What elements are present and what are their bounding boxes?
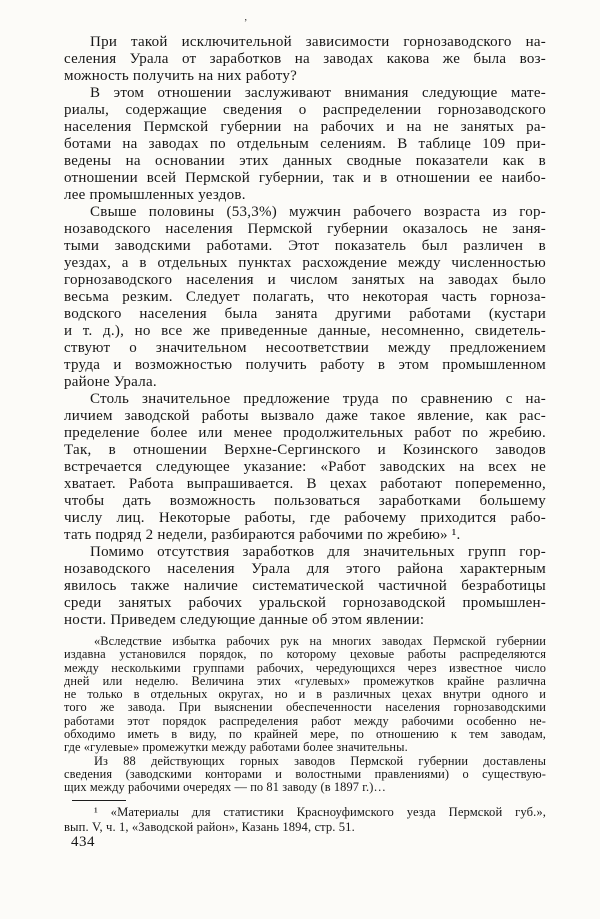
text-line: Помимо отсутствия заработков для значительных групп гор- <box>90 544 546 560</box>
text-line: весьма резким. Следует полагать, что некоторая часть горноза- <box>64 289 546 305</box>
text-line: работами этот порядок распределения работ между рабочими особенно не- <box>64 713 546 728</box>
quote-paragraph <box>64 755 546 795</box>
text-line: лее промышленных уездов. <box>64 187 246 203</box>
scan-artifact: ’ <box>244 18 248 29</box>
text-line: пределение более или менее продолжительных работ по жребию. <box>64 425 546 441</box>
text-line: тыми заводскими работами. Этот показатель был различен в <box>64 238 546 254</box>
text-line: нозаводского населения Пермской губернии оказалось не заня- <box>64 221 546 237</box>
text-line: отношении всей Пермской губернии, так и в отношении ее наибо- <box>64 170 546 186</box>
text-line: Столь значительное предложение труда по сравнению с на- <box>90 391 546 407</box>
text-line: встречается следующее указание: «Работ заводских на всех не <box>64 459 546 475</box>
text-line: обходимо иметь в виду, по крайней мере, по отношению к тем заводам, <box>64 727 546 742</box>
text-line: районе Урала. <box>64 374 157 390</box>
body-text <box>64 34 546 629</box>
text-line: риалы, содержащие сведения о распределении горнозаводского <box>64 102 546 118</box>
quote-paragraph <box>64 635 546 755</box>
text-line: селения Урала от заработков на заводах какова же была воз- <box>64 51 546 67</box>
text-line: где «гулевые» промежутки между работами более значительны. <box>64 740 408 755</box>
text-line: издавна установился порядок, по которому цеховые работы распределяются <box>64 647 546 662</box>
text-line: не только в отдельных округах, но и в различных цехах внутри одного и <box>64 687 546 702</box>
page-content <box>64 34 546 835</box>
text-line: среди занятых рабочих уральской горнозаводской промышлен- <box>64 595 546 611</box>
text-line: тать подряд 2 недели, разбираются рабочими по жребию» ¹. <box>64 527 461 543</box>
text-line: В этом отношении заслуживают внимания следующие мате- <box>90 85 546 101</box>
paragraph <box>64 85 546 204</box>
text-line: числу лиц. Некоторые работы, где рабочему приходится рабо- <box>64 510 546 526</box>
footnote <box>64 805 546 835</box>
text-line: дней или неделю. Величина этих «гулевых» промежутков крайне различна <box>64 673 546 688</box>
text-line: явилось также наличие систематической частичной безработицы <box>64 578 546 594</box>
text-line: ведены на основании этих данных сводные показатели как в <box>64 153 546 169</box>
text-line: населения Пермской губернии на рабочих и на не занятых ра- <box>64 119 546 135</box>
text-line: горнозаводского населения и числом занятых на заводах было <box>64 272 546 288</box>
paragraph <box>64 34 546 85</box>
text-line: Из 88 действующих горных заводов Пермской губернии доставлены <box>94 753 546 768</box>
text-line: ствуют о значительном несоответствии между предложением <box>64 340 546 356</box>
text-line: ботами на заводах по отдельным селениям. В таблице 109 при- <box>64 136 546 152</box>
text-line: труда и возможностью получить работу в этом промышленном <box>64 357 546 373</box>
text-line: «Вследствие избытка рабочих рук на многих заводах Пермской губернии <box>94 634 546 648</box>
paragraph <box>64 391 546 544</box>
text-line: нозаводского населения Урала для этого района характерным <box>64 561 546 577</box>
quote-block <box>64 635 546 795</box>
text-line: ности. Приведем следующие данные об этом явлении: <box>64 612 425 628</box>
text-line: можность получить на них работу? <box>64 68 298 84</box>
footnote-separator <box>72 800 126 801</box>
text-line: личием заводской работы вызвало даже такое явление, как рас- <box>64 408 546 424</box>
text-line: При такой исключительной зависимости горнозаводского на- <box>90 34 546 50</box>
text-line: сведения (заводскими конторами и волостными правлениями) о существую- <box>64 766 546 781</box>
text-line: уездах, а в отдельных пунктах расхождение между численностью <box>64 255 546 271</box>
footnote-paragraph <box>64 805 546 835</box>
paragraph <box>64 544 546 629</box>
text-line: Так, в отношении Верхне-Сергинского и Козинского заводов <box>64 442 546 458</box>
text-line: вып. V, ч. 1, «Заводской район», Казань 1894, стр. 51. <box>64 819 355 834</box>
text-line: и т. д.), но все же приведенные данные, несомненно, свидетель- <box>64 323 546 339</box>
paragraph <box>64 204 546 391</box>
text-line: щих между рабочими очередях — по 81 заводу (в 1897 г.)… <box>64 780 386 795</box>
text-line: водского населения была занята другими работами (кустари <box>64 306 546 322</box>
text-line: между несколькими группами рабочих, чередующихся через известное число <box>64 660 546 675</box>
text-line: хватает. Работа выпрашивается. В цехах работают попеременно, <box>64 476 546 492</box>
text-line: чтобы дать возможность пользоваться заработками большему <box>64 493 546 509</box>
page-number: 434 <box>71 834 95 850</box>
text-line: того же завода. При выяснении обеспеченности населения горнозаводскими <box>64 700 546 715</box>
text-line: Свыше половины (53,3%) мужчин рабочего возраста из гор- <box>90 204 546 220</box>
text-line: ¹ «Материалы для статистики Красноуфимского уезда Пермской губ.», <box>94 804 546 819</box>
